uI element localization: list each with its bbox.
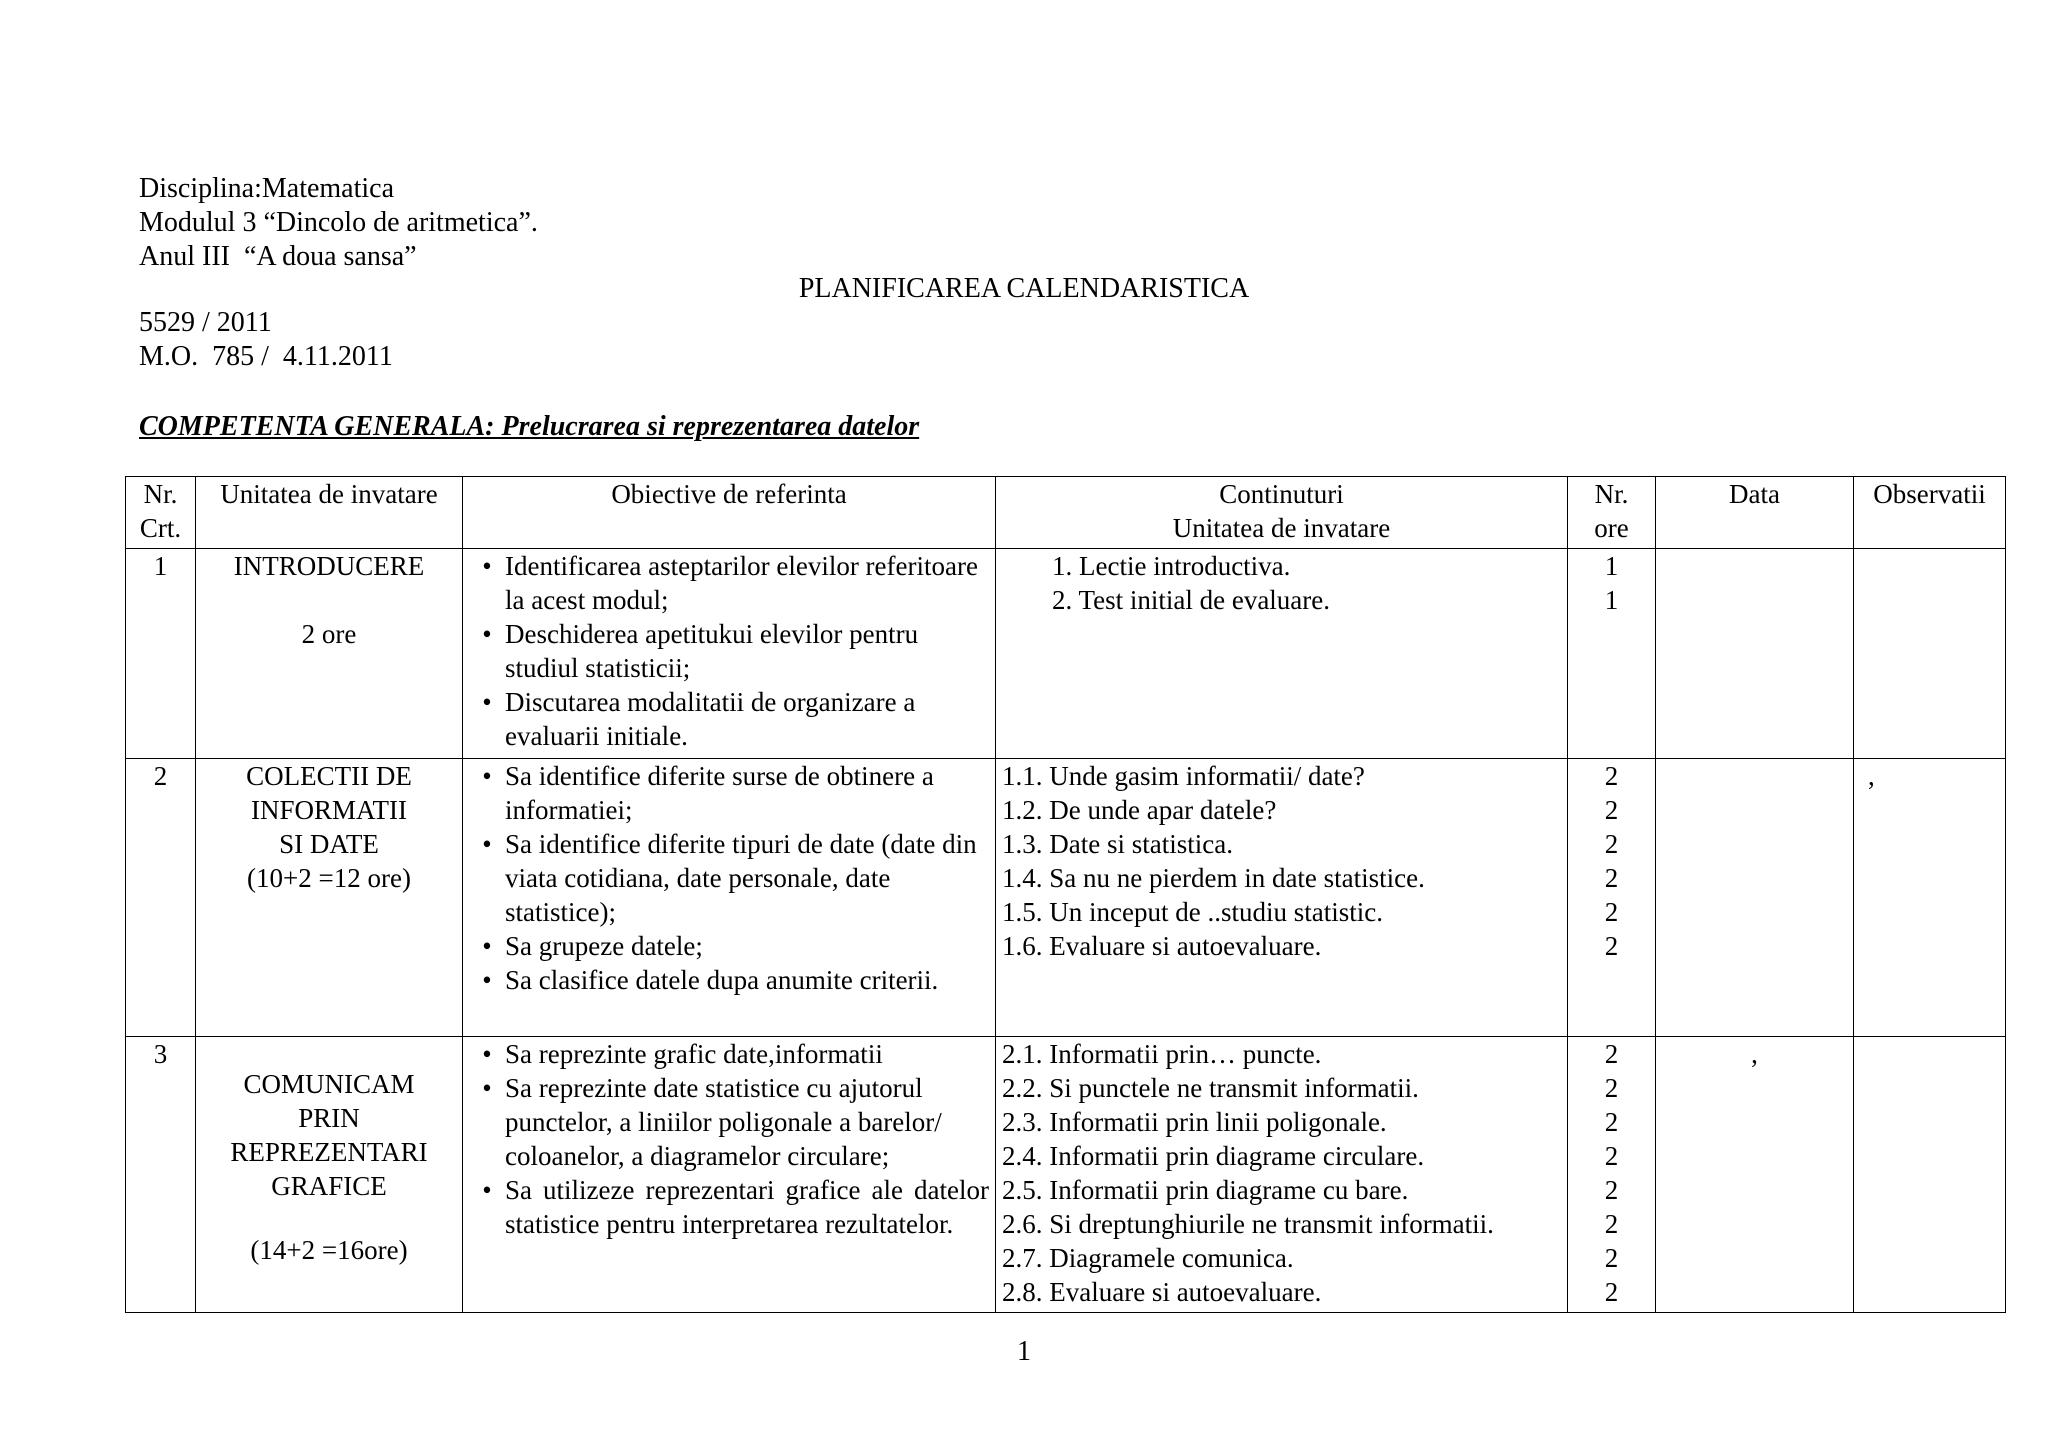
unit-line: REPREZENTARI xyxy=(230,1137,428,1167)
row-objectives xyxy=(463,1037,996,1313)
table-row xyxy=(126,759,2006,1037)
bullet-icon: • xyxy=(482,619,492,649)
content-line: 2.6. Si dreptunghiurile ne transmit informatii. xyxy=(1002,1209,1494,1239)
content-line: 2.1. Informatii prin… puncte. xyxy=(1002,1039,1322,1069)
bullet-icon: • xyxy=(482,687,492,717)
hours-value: 2 xyxy=(1604,1073,1619,1103)
hours-value: 1 xyxy=(1604,551,1619,581)
header-nr-line1: Nr. xyxy=(143,479,178,509)
content-line: 1.3. Date si statistica. xyxy=(1002,829,1233,859)
table-header-row xyxy=(126,477,2006,549)
content-line: 2.8. Evaluare si autoevaluare. xyxy=(1002,1277,1322,1307)
row-objectives xyxy=(463,759,996,1037)
objective-item: • Identificarea asteptarilor elevilor referitoare la acest modul; xyxy=(469,549,989,617)
row-observatii xyxy=(1854,549,2006,759)
content-line: 2. Test initial de evaluare. xyxy=(1052,585,1331,615)
header-nr-line2: Crt. xyxy=(139,513,182,543)
objective-item: • Sa identifice diferite surse de obtinere a informatiei; xyxy=(469,759,989,827)
content-line: 2.4. Informatii prin diagrame circulare. xyxy=(1002,1141,1425,1171)
hours-value: 2 xyxy=(1604,1209,1619,1239)
header-continuturi-line1: Continuturi xyxy=(1219,479,1344,509)
unit-line: SI DATE xyxy=(279,829,379,859)
unit-line: GRAFICE xyxy=(271,1171,387,1201)
row-hours xyxy=(1568,759,1656,1037)
hours-value: 2 xyxy=(1604,1141,1619,1171)
bullet-icon: • xyxy=(482,1039,492,1069)
objective-item: • Sa grupeze datele; xyxy=(469,929,989,963)
header-ore-line1: Nr. xyxy=(1594,479,1629,509)
unit-line: COMUNICAM xyxy=(243,1069,415,1099)
hours-value: 2 xyxy=(1604,897,1619,927)
objective-item: • Deschiderea apetitukui elevilor pentru studiul statisticii; xyxy=(469,617,989,685)
objective-item: • Sa clasifice datele dupa anumite criterii. xyxy=(469,963,989,997)
content-line: 1.6. Evaluare si autoevaluare. xyxy=(1002,931,1322,961)
unit-line: COLECTII DE xyxy=(246,761,412,791)
objective-item: • Sa utilizeze reprezentari grafice ale datelor statistice pentru interpretarea rezultatelor. xyxy=(469,1173,989,1241)
unit-line: INFORMATII xyxy=(250,795,407,825)
general-competence-heading: COMPETENTA GENERALA: Prelucrarea si reprezentarea datelor xyxy=(139,411,920,442)
unit-line: (10+2 =12 ore) xyxy=(247,863,411,893)
hours-value: 2 xyxy=(1604,1175,1619,1205)
table-row xyxy=(126,1037,2006,1313)
page-number: 1 xyxy=(1017,1336,1031,1367)
hours-value: 1 xyxy=(1604,585,1619,615)
header-ore xyxy=(1568,477,1656,549)
content-line: 1.4. Sa nu ne pierdem in date statistice. xyxy=(1002,863,1425,893)
bullet-icon: • xyxy=(482,1073,492,1103)
table-row xyxy=(126,549,2006,759)
bullet-icon: • xyxy=(482,931,492,961)
monitor-line: M.O. 785 / 4.11.2011 xyxy=(139,341,393,372)
unit-line: INTRODUCERE xyxy=(233,551,425,581)
row-observatii: , xyxy=(1854,759,2006,1037)
unit-line: (14+2 =16ore) xyxy=(250,1235,408,1265)
objective-item: • Sa reprezinte grafic date,informatii xyxy=(469,1037,989,1071)
header-nr xyxy=(126,477,196,549)
hours-value: 2 xyxy=(1604,863,1619,893)
unit-line: PRIN xyxy=(298,1103,360,1133)
row-contents xyxy=(996,549,1568,759)
order-number-line: 5529 / 2011 xyxy=(139,307,272,338)
content-line: 2.3. Informatii prin linii poligonale. xyxy=(1002,1107,1387,1137)
header-unitatea: Unitatea de invatare xyxy=(196,477,463,549)
hours-value: 2 xyxy=(1604,1039,1619,1069)
content-line: 1.1. Unde gasim informatii/ date? xyxy=(1002,761,1365,791)
bullet-icon: • xyxy=(482,965,492,995)
content-line: 1.5. Un inceput de ..studiu statistic. xyxy=(1002,897,1383,927)
row-contents xyxy=(996,1037,1568,1313)
hours-value: 2 xyxy=(1604,1107,1619,1137)
header-continuturi xyxy=(996,477,1568,549)
row-unit xyxy=(196,1037,463,1313)
row-data xyxy=(1656,759,1854,1037)
module-line: Modulul 3 “Dincolo de aritmetica”. xyxy=(139,207,538,238)
hours-value: 2 xyxy=(1604,1277,1619,1307)
row-data: , xyxy=(1656,1037,1854,1313)
year-line: Anul III “A doua sansa” xyxy=(139,241,417,272)
hours-value: 2 xyxy=(1604,761,1619,791)
discipline-line: Disciplina:Matematica xyxy=(139,173,395,204)
row-nr: 1 xyxy=(126,549,196,759)
bullet-icon: • xyxy=(482,761,492,791)
objective-item: • Discutarea modalitatii de organizare a evaluarii initiale. xyxy=(469,685,989,753)
row-objectives xyxy=(463,549,996,759)
row-nr: 3 xyxy=(126,1037,196,1313)
content-line: 1.2. De unde apar datele? xyxy=(1002,795,1277,825)
objective-item: • Sa identifice diferite tipuri de date (date din viata cotidiana, date personale, date statistice); xyxy=(469,827,989,929)
header-continuturi-line2: Unitatea de invatare xyxy=(1172,513,1391,543)
hours-value: 2 xyxy=(1604,795,1619,825)
bullet-icon: • xyxy=(482,829,492,859)
hours-value: 2 xyxy=(1604,931,1619,961)
row-unit xyxy=(196,549,463,759)
content-line: 1. Lectie introductiva. xyxy=(1052,551,1291,581)
unit-line: 2 ore xyxy=(301,619,357,649)
content-line: 2.5. Informatii prin diagrame cu bare. xyxy=(1002,1175,1409,1205)
header-observatii: Observatii xyxy=(1854,477,2006,549)
row-observatii xyxy=(1854,1037,2006,1313)
row-contents xyxy=(996,759,1568,1037)
row-hours xyxy=(1568,1037,1656,1313)
objective-item: • Sa reprezinte date statistice cu ajutorul punctelor, a liniilor poligonale a barelor/ coloanelor, a diagramelor circulare; xyxy=(469,1071,989,1173)
hours-value: 2 xyxy=(1604,1243,1619,1273)
header-data: Data xyxy=(1656,477,1854,549)
row-unit xyxy=(196,759,463,1037)
page-title: PLANIFICAREA CALENDARISTICA xyxy=(798,273,1250,304)
header-obiective: Obiective de referinta xyxy=(463,477,996,549)
content-line: 2.7. Diagramele comunica. xyxy=(1002,1243,1294,1273)
bullet-icon: • xyxy=(482,551,492,581)
row-hours xyxy=(1568,549,1656,759)
content-line: 2.2. Si punctele ne transmit informatii. xyxy=(1002,1073,1419,1103)
row-data xyxy=(1656,549,1854,759)
row-nr: 2 xyxy=(126,759,196,1037)
unit-spacer xyxy=(202,1203,456,1233)
hours-value: 2 xyxy=(1604,829,1619,859)
unit-spacer xyxy=(202,583,456,617)
planning-table xyxy=(125,476,2006,1313)
header-ore-line2: ore xyxy=(1594,513,1629,543)
bullet-icon: • xyxy=(482,1175,492,1205)
